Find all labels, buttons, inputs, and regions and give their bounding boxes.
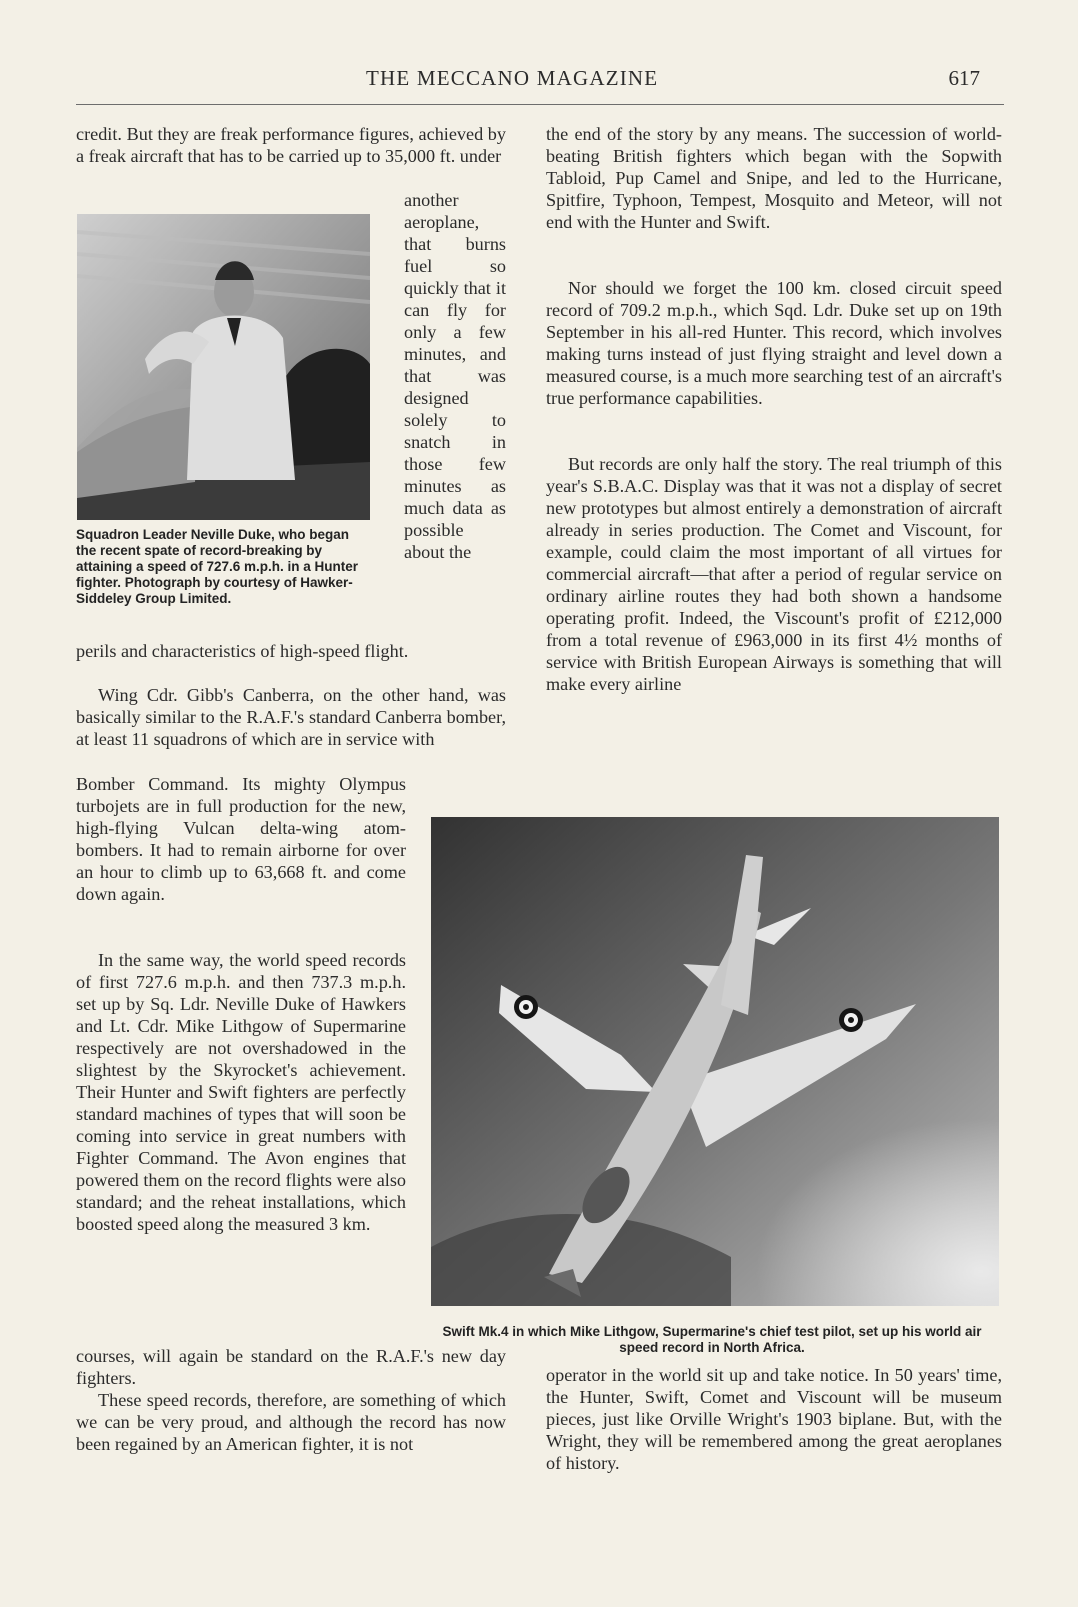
duke-photo-caption: Squadron Leader Neville Duke, who began the recent spate of record-breaking by attaining a speed of 727.6 m.p.h. in a Hunter fighter. Photograph by courtesy of Hawker-Siddeley Group Limited. bbox=[76, 527, 359, 606]
paragraph-circuit: Nor should we forget the 100 km. closed circuit speed record of 709.2 m.p.h., which Sqd. Ldr. Duke set up on 19th September in his all-red Hunter. This record, which involves making turns instead of just flying straight and level down a measured course, is a much more searching test of an aircraft's true performance capabilities. bbox=[546, 278, 1002, 408]
header-rule bbox=[76, 104, 1004, 105]
left-after-photo-text: perils and characteristics of high-speed flight. bbox=[76, 641, 409, 661]
paragraph-triumph: But records are only half the story. The real triumph of this year's S.B.A.C. Display was that it was not a display of secret new prototypes but almost entirely a demonstration of aircraft already in series production. The Comet and Viscount, for example, could claim the most important of all virtues for commercial aircraft—that after a period of regular service on ordinary airline routes they had both shown a handsome operating profit. Indeed, the Viscount's profit of £212,000 from a total revenue of £963,000 in its first 4½ months of service with British European Airways is something that will make every airline bbox=[546, 454, 1002, 694]
page-number: 617 bbox=[948, 66, 980, 90]
paragraph-story: the end of the story by any means. The succession of world-beating British fighters which began with the Sopwith Tabloid, Pup Camel and Snipe, and led to the Hurricane, Spitfire, Typhoon, Tempest, Mosquito and Meteor, will not end with the Hunter and Swift. bbox=[546, 124, 1002, 232]
neville-duke-photo bbox=[77, 214, 370, 520]
left-wrap-text: another aeroplane, that burns fuel so quickly that it can fly for only a few minutes, and that was designed solely to snatch in those few minutes as much data as possible about the bbox=[404, 190, 506, 562]
left-intro-text: credit. But they are freak performance figures, achieved by a freak aircraft that has to be carried up to 35,000 ft. under bbox=[76, 124, 506, 166]
paragraph-canberra-bottom: Bomber Command. Its mighty Olympus turbojets are in full production for the new, high-flying Vulcan delta-wing atom-bombers. It had to remain airborne for over an hour to climb up to 63,668 ft. and come down again. bbox=[76, 774, 406, 904]
paragraph-canberra-top: Wing Cdr. Gibb's Canberra, on the other hand, was basically similar to the R.A.F.'s standard Canberra bomber, at least 11 squadrons of which are in service with bbox=[76, 685, 506, 749]
swift-aircraft-photo bbox=[431, 817, 999, 1306]
page-header bbox=[76, 66, 1004, 106]
paragraph-records-end: courses, will again be standard on the R.A.F.'s new day fighters. bbox=[76, 1346, 506, 1388]
magazine-title: THE MECCANO MAGAZINE bbox=[366, 66, 659, 90]
paragraph-records: In the same way, the world speed records of first 727.6 m.p.h. and then 737.3 m.p.h. set up by Sq. Ldr. Neville Duke of Hawkers and Lt. Cdr. Mike Lithgow of Supermarine respectively are not overshadowed in the slightest by the Skyrocket's achievement. Their Hunter and Swift fighters are perfectly standard machines of types that will soon be coming into service in great numbers with Fighter Command. The Avon engines that powered them on the record flights were also standard; and the reheat installations, which boosted speed along the measured 3 km. bbox=[76, 950, 406, 1234]
paragraph-proud: These speed records, therefore, are something of which we can be very proud, and although the record has now been regained by an American fighter, it is not bbox=[76, 1390, 506, 1454]
swift-photo-caption: Swift Mk.4 in which Mike Lithgow, Supermarine's chief test pilot, set up his world air speed record in North Africa. bbox=[442, 1324, 982, 1355]
paragraph-operator: operator in the world sit up and take notice. In 50 years' time, the Hunter, Swift, Comet and Viscount will be museum pieces, just like Orville Wright's 1903 biplane. But, with the Wright, they will be remembered among the great aeroplanes of history. bbox=[546, 1365, 1002, 1473]
